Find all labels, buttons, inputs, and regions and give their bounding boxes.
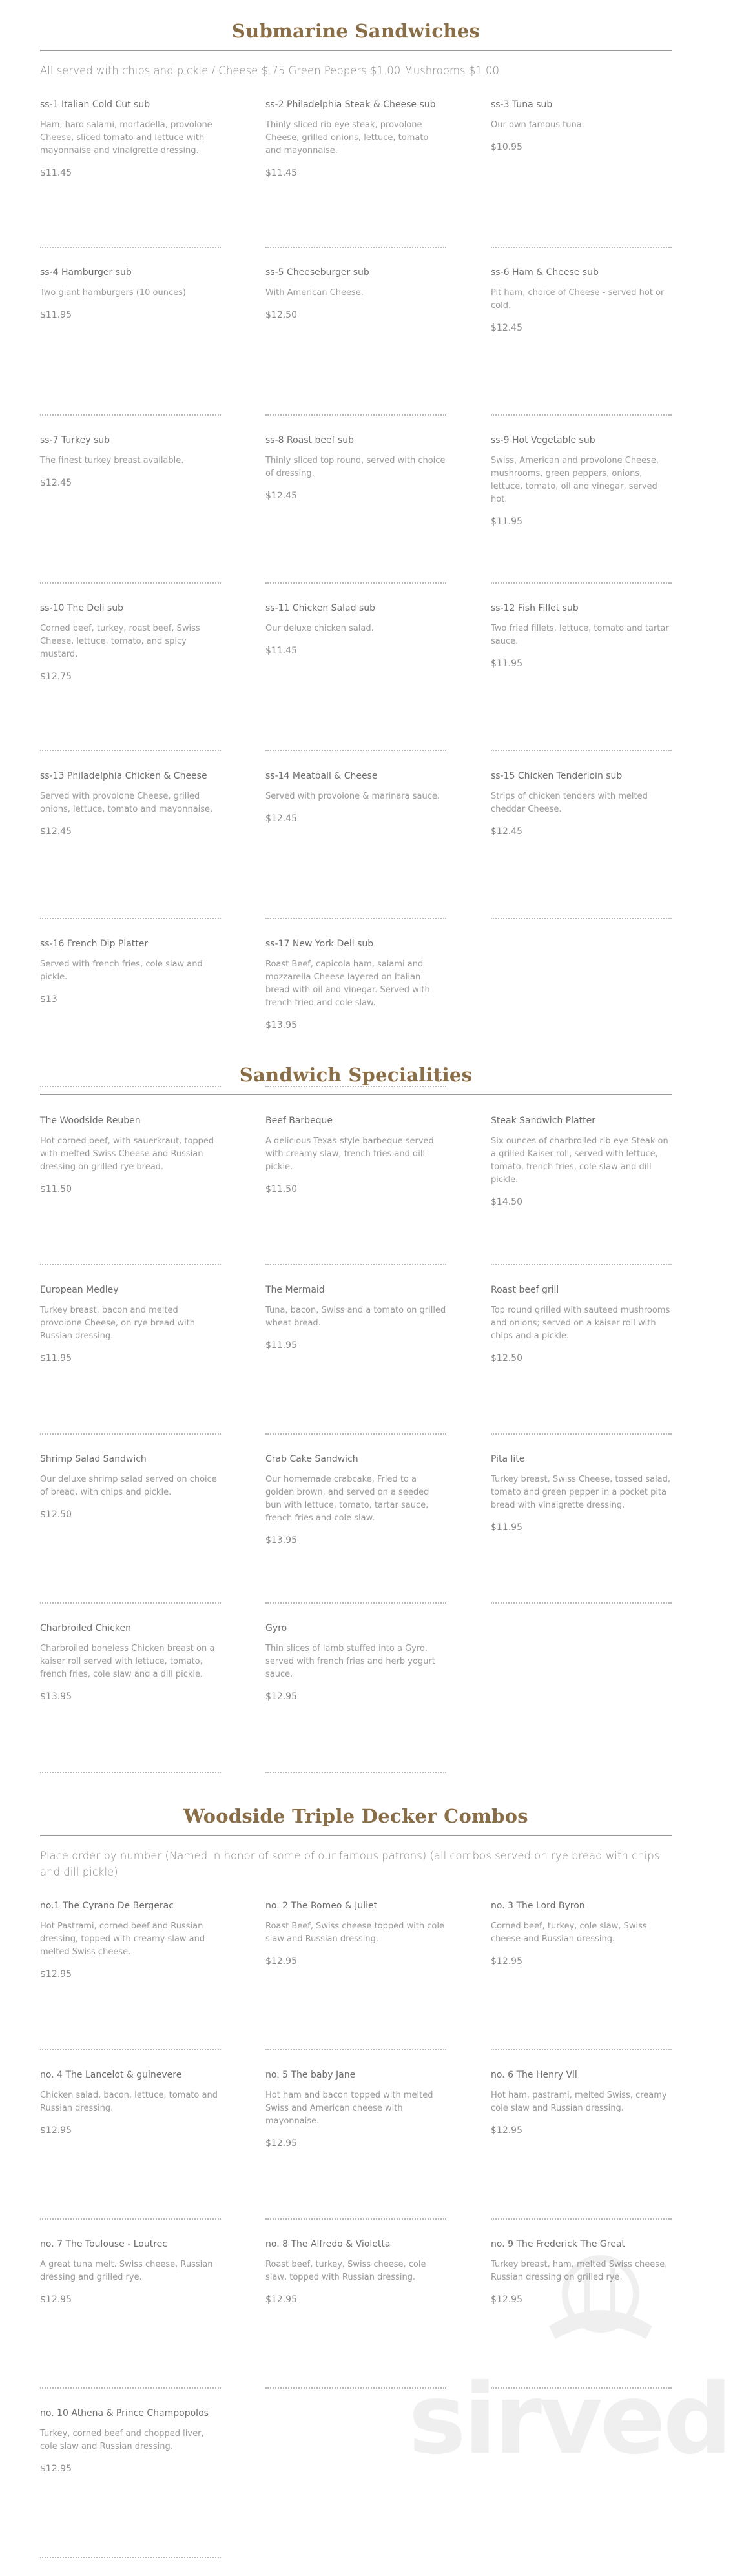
item-divider [40, 1264, 221, 1265]
menu-item [491, 602, 672, 770]
menu-item [265, 434, 446, 602]
menu-item [265, 1283, 446, 1453]
menu-item-name: ss-15 Chicken Tenderloin sub [491, 771, 623, 781]
section-triple-decker-combos [40, 1803, 672, 2576]
menu-item-price: $12.95 [265, 2295, 297, 2305]
item-divider [265, 247, 446, 248]
menu-item-price: $11.45 [40, 168, 72, 178]
menu-item-name: Beef Barbeque [265, 1116, 333, 1126]
menu-item-name: ss-3 Tuna sub [491, 99, 553, 110]
menu-item-price: $13.95 [265, 1020, 297, 1030]
menu-item [40, 1622, 221, 1791]
menu-item-description: Hot ham and bacon topped with melted Swiss and American cheese with mayonnaise. [265, 2090, 433, 2126]
menu-item-name: no. 5 The baby Jane [265, 2070, 356, 2080]
menu-item-description: With American Cheese. [265, 288, 364, 298]
menu-item [491, 2069, 672, 2238]
menu-item [265, 1899, 446, 2069]
menu-item-price: $12.45 [40, 478, 72, 488]
menu-item-name: ss-12 Fish Fillet sub [491, 603, 579, 613]
menu-item-name: Pita lite [491, 1454, 525, 1464]
menu-item-description: A delicious Texas-style barbeque served with creamy slaw, french fries and dill pickle. [265, 1136, 434, 1172]
menu-item-name: ss-9 Hot Vegetable sub [491, 435, 595, 445]
menu-item-price: $12.50 [40, 1509, 72, 1520]
menu-item-name: no. 8 The Alfredo & Violetta [265, 2239, 391, 2249]
menu-item-price: $12.50 [491, 1353, 522, 1364]
menu-item-name: no. 7 The Toulouse - Loutrec [40, 2239, 167, 2249]
menu-item-name: The Mermaid [265, 1285, 325, 1295]
item-divider [40, 2049, 221, 2050]
menu-item [40, 1283, 221, 1453]
item-divider [40, 1772, 221, 1773]
item-divider [491, 2387, 672, 2389]
section-submarine-sandwiches [40, 18, 672, 1105]
item-divider [491, 1602, 672, 1604]
menu-item-price: $11.95 [40, 1353, 72, 1364]
menu-item [265, 1114, 446, 1283]
item-divider [491, 750, 672, 751]
menu-item [491, 2238, 672, 2407]
menu-item-price: $12.45 [40, 826, 72, 837]
menu-item [40, 434, 221, 602]
item-divider [491, 918, 672, 919]
menu-item-price: $11.50 [265, 1184, 297, 1194]
menu-item-name: ss-17 New York Deli sub [265, 939, 374, 949]
menu-item-name: ss-10 The Deli sub [40, 603, 124, 613]
menu-item-price: $13.95 [265, 1535, 297, 1546]
menu-item-description: Charbroiled boneless Chicken breast on a kaiser roll served with lettuce, tomato, french fries, cole slaw and a dill pickle. [40, 1644, 215, 1679]
menu-item [40, 2069, 221, 2238]
menu-item-price: $12.95 [491, 2125, 522, 2136]
item-divider [40, 582, 221, 584]
menu-item-price: $12.95 [265, 1692, 297, 1702]
item-divider [265, 1772, 446, 1773]
menu-item [265, 98, 446, 266]
menu-item [491, 1899, 672, 2069]
section-divider [40, 50, 672, 51]
section-sandwich-specialities [40, 1062, 672, 1791]
menu-item-description: Hot Pastrami, corned beef and Russian dressing, topped with creamy slaw and melted Swiss cheese. [40, 1921, 205, 1957]
menu-item-name: ss-4 Hamburger sub [40, 267, 132, 278]
menu-item-name: no. 10 Athena & Prince Champopolos [40, 2408, 209, 2418]
menu-item-name: ss-6 Ham & Cheese sub [491, 267, 599, 278]
menu-item-price: $12.95 [491, 2295, 522, 2305]
menu-item-name: Steak Sandwich Platter [491, 1116, 595, 1126]
menu-item [491, 434, 672, 602]
menu-item-description: Hot corned beef, with sauerkraut, topped with melted Swiss Cheese and Russian dressing on grilled rye bread. [40, 1136, 214, 1172]
menu-item-name: ss-5 Cheeseburger sub [265, 267, 369, 278]
menu-item-price: $12.75 [40, 671, 72, 682]
menu-item-description: Our deluxe shrimp salad served on choice of bread, with chips and pickle. [40, 1475, 217, 1497]
item-divider [265, 1433, 446, 1435]
item-divider [40, 414, 221, 416]
menu-item-description: Roast beef, turkey, Swiss cheese, cole slaw, topped with Russian dressing. [265, 2260, 426, 2282]
menu-item-name: Crab Cake Sandwich [265, 1454, 358, 1464]
menu-item [491, 98, 672, 266]
item-divider [40, 2387, 221, 2389]
item-divider [491, 2218, 672, 2220]
menu-item-description: Thinly sliced top round, served with choice of dressing. [265, 456, 446, 478]
menu-item-name: European Medley [40, 1285, 119, 1295]
item-divider [265, 1264, 446, 1265]
item-divider [265, 582, 446, 584]
menu-item [265, 2238, 446, 2407]
section-note: Place order by number (Named in honor of some of our famous patrons) (all combos served on rye bread with chips and dill pickle) [40, 1850, 660, 1878]
menu-item-description: Corned beef, turkey, cole slaw, Swiss cheese and Russian dressing. [491, 1921, 647, 1944]
menu-item [40, 2407, 221, 2576]
menu-item-description: Strips of chicken tenders with melted cheddar Cheese. [491, 792, 648, 814]
menu-item [265, 1622, 446, 1791]
menu-item-description: Hot ham, pastrami, melted Swiss, creamy cole slaw and Russian dressing. [491, 2090, 667, 2113]
menu-item-name: no. 9 The Frederick The Great [491, 2239, 625, 2249]
menu-item-description: Thinly sliced rib eye steak, provolone Cheese, grilled onions, lettuce, tomato and mayonnaise. [265, 120, 429, 156]
menu-item-description: Tuna, bacon, Swiss and a tomato on grilled wheat bread. [265, 1305, 446, 1328]
item-divider [40, 2218, 221, 2220]
menu-item-name: Gyro [265, 1623, 287, 1633]
menu-item-description: Corned beef, turkey, roast beef, Swiss Cheese, lettuce, tomato, and spicy mustard. [40, 624, 200, 659]
section-divider [40, 1835, 672, 1836]
menu-item-name: Shrimp Salad Sandwich [40, 1454, 147, 1464]
menu-item-description: Our homemade crabcake, Fried to a golden brown, and served on a seeded bun with lettuce, tomato, tartar sauce, french fries and cole slaw. [265, 1475, 429, 1523]
menu-item [265, 2069, 446, 2238]
menu-item-price: $11.95 [491, 659, 522, 669]
item-divider [40, 2557, 221, 2558]
item-divider [491, 414, 672, 416]
menu-item-description: Roast Beef, capicola ham, salami and mozzarella Cheese layered on Italian bread with oil and vinegar. Served with french fried and cole slaw. [265, 959, 430, 1008]
menu-item-name: ss-13 Philadelphia Chicken & Cheese [40, 771, 207, 781]
menu-item-name: ss-16 French Dip Platter [40, 939, 149, 949]
item-divider [40, 750, 221, 751]
item-divider [265, 2049, 446, 2050]
menu-item-name: Charbroiled Chicken [40, 1623, 131, 1633]
menu-item [491, 266, 672, 434]
menu-item-price: $10.95 [491, 142, 522, 152]
menu-item-name: ss-11 Chicken Salad sub [265, 603, 376, 613]
menu-item [40, 1899, 221, 2069]
watermark-text: sirved [408, 2364, 730, 2476]
menu-item-description: The finest turkey breast available. [40, 456, 184, 465]
item-divider [265, 2387, 446, 2389]
item-divider [40, 1602, 221, 1604]
menu-item-name: no. 3 The Lord Byron [491, 1901, 585, 1911]
menu-item-price: $11.45 [265, 168, 297, 178]
menu-item-description: Swiss, American and provolone Cheese, mushrooms, green peppers, onions, lettuce, tomato, oil and vinegar, served hot. [491, 456, 659, 504]
menu-item-name: no. 6 The Henry Vll [491, 2070, 577, 2080]
menu-item-price: $12.95 [265, 1956, 297, 1967]
menu-item [40, 1453, 221, 1622]
menu-item-name: Roast beef grill [491, 1285, 559, 1295]
menu-item-description: Ham, hard salami, mortadella, provolone Cheese, sliced tomato and lettuce with mayonnaise and vinaigrette dressing. [40, 120, 212, 156]
menu-grid [40, 1899, 672, 2576]
menu-item-price: $12.45 [265, 813, 297, 824]
menu-item-description: Thin slices of lamb stuffed into a Gyro, served with french fries and herb yogurt sauce. [265, 1644, 435, 1679]
menu-item-price: $12.95 [40, 1969, 72, 1979]
menu-grid [40, 1114, 672, 1791]
section-divider [40, 1094, 672, 1095]
menu-item-price: $12.45 [491, 323, 522, 333]
menu-item-name: ss-7 Turkey sub [40, 435, 110, 445]
menu-item-description: Roast Beef, Swiss cheese topped with cole slaw and Russian dressing. [265, 1921, 444, 1944]
menu-item-name: ss-2 Philadelphia Steak & Cheese sub [265, 99, 436, 110]
menu-item [40, 266, 221, 434]
menu-item-name: no. 4 The Lancelot & guinevere [40, 2070, 182, 2080]
menu-item-description: Two fried fillets, lettuce, tomato and tartar sauce. [491, 624, 669, 646]
menu-item-price: $12.95 [265, 2138, 297, 2149]
menu-item-description: Turkey breast, Swiss Cheese, tossed salad, tomato and green pepper in a pocket pita bread with vinaigrette dressing. [491, 1475, 671, 1510]
menu-item-description: Our own famous tuna. [491, 120, 584, 130]
section-title: Woodside Triple Decker Combos [183, 1805, 528, 1827]
menu-item [40, 2238, 221, 2407]
item-divider [265, 750, 446, 751]
menu-item [40, 98, 221, 266]
menu-item [491, 770, 672, 937]
menu-item-description: Served with provolone & marinara sauce. [265, 792, 440, 801]
menu-item-description: Served with french fries, cole slaw and pickle. [40, 959, 203, 982]
menu-item-price: $11.45 [265, 646, 297, 656]
menu-item [40, 602, 221, 770]
menu-item [40, 1114, 221, 1283]
menu-item-price: $12.95 [491, 1956, 522, 1967]
menu-item [40, 770, 221, 937]
menu-item-price: $12.45 [265, 491, 297, 501]
item-divider [40, 918, 221, 919]
item-divider [491, 1433, 672, 1435]
menu-item-description: Pit ham, choice of Cheese - served hot or cold. [491, 288, 665, 311]
item-divider [40, 1433, 221, 1435]
menu-item-description: Turkey breast, ham, melted Swiss cheese, Russian dressing on grilled rye. [491, 2260, 668, 2282]
menu-item-name: The Woodside Reuben [40, 1116, 141, 1126]
menu-grid [40, 98, 672, 1105]
menu-item-name: no.1 The Cyrano De Bergerac [40, 1901, 174, 1911]
menu-item-name: no. 2 The Romeo & Juliet [265, 1901, 378, 1911]
menu-item-description: Chicken salad, bacon, lettuce, tomato and Russian dressing. [40, 2090, 218, 2113]
item-divider [491, 582, 672, 584]
menu-item-description: Top round grilled with sauteed mushrooms and onions; served on a kaiser roll with chips and a pickle. [491, 1305, 670, 1341]
menu-item-price: $12.95 [40, 2125, 72, 2136]
menu-item-name: ss-8 Roast beef sub [265, 435, 355, 445]
item-divider [40, 247, 221, 248]
menu-item-price: $14.50 [491, 1197, 522, 1207]
menu-item-price: $12.95 [40, 2295, 72, 2305]
item-divider [491, 247, 672, 248]
item-divider [491, 2049, 672, 2050]
menu-item-description: Turkey breast, bacon and melted provolone Cheese, on rye bread with Russian dressing. [40, 1305, 195, 1341]
menu-item-description: A great tuna melt. Swiss cheese, Russian dressing and grilled rye. [40, 2260, 213, 2282]
menu-item-price: $11.50 [40, 1184, 72, 1194]
menu-item [491, 1453, 672, 1622]
menu-item-description: Two giant hamburgers (10 ounces) [40, 288, 186, 298]
menu-item [491, 1283, 672, 1453]
menu-item-price: $12.45 [491, 826, 522, 837]
section-note: All served with chips and pickle / Cheese $.75 Green Peppers $1.00 Mushrooms $1.00 [40, 65, 499, 77]
menu-item-description: Our deluxe chicken salad. [265, 624, 374, 633]
menu-item-description: Turkey, corned beef and chopped liver, cole slaw and Russian dressing. [40, 2429, 204, 2451]
menu-item-description: Six ounces of charbroiled rib eye Steak on a grilled Kaiser roll, served with lettuce, tomato, french fries, cole slaw and dill pickle. [491, 1136, 668, 1185]
item-divider [265, 414, 446, 416]
menu-item-price: $11.95 [265, 1340, 297, 1351]
menu-item-price: $11.95 [491, 1522, 522, 1533]
item-divider [265, 918, 446, 919]
menu-item-name: ss-14 Meatball & Cheese [265, 771, 378, 781]
menu-item [265, 770, 446, 937]
menu-item-name: ss-1 Italian Cold Cut sub [40, 99, 150, 110]
menu-item-price: $12.95 [40, 2464, 72, 2474]
menu-item-price: $11.95 [40, 310, 72, 320]
section-title: Submarine Sandwiches [231, 20, 480, 42]
menu-item-price: $12.50 [265, 310, 297, 320]
menu-item [491, 1114, 672, 1283]
item-divider [265, 1602, 446, 1604]
menu-item [265, 602, 446, 770]
menu-item-description: Served with provolone Cheese, grilled onions, lettuce, tomato and mayonnaise. [40, 792, 213, 814]
item-divider [491, 1264, 672, 1265]
item-divider [265, 2218, 446, 2220]
menu-item [265, 266, 446, 434]
menu-item [265, 1453, 446, 1622]
menu-item-price: $11.95 [491, 516, 522, 527]
menu-item-price: $13 [40, 994, 57, 1005]
section-title: Sandwich Specialities [239, 1064, 473, 1086]
menu-item-price: $13.95 [40, 1692, 72, 1702]
